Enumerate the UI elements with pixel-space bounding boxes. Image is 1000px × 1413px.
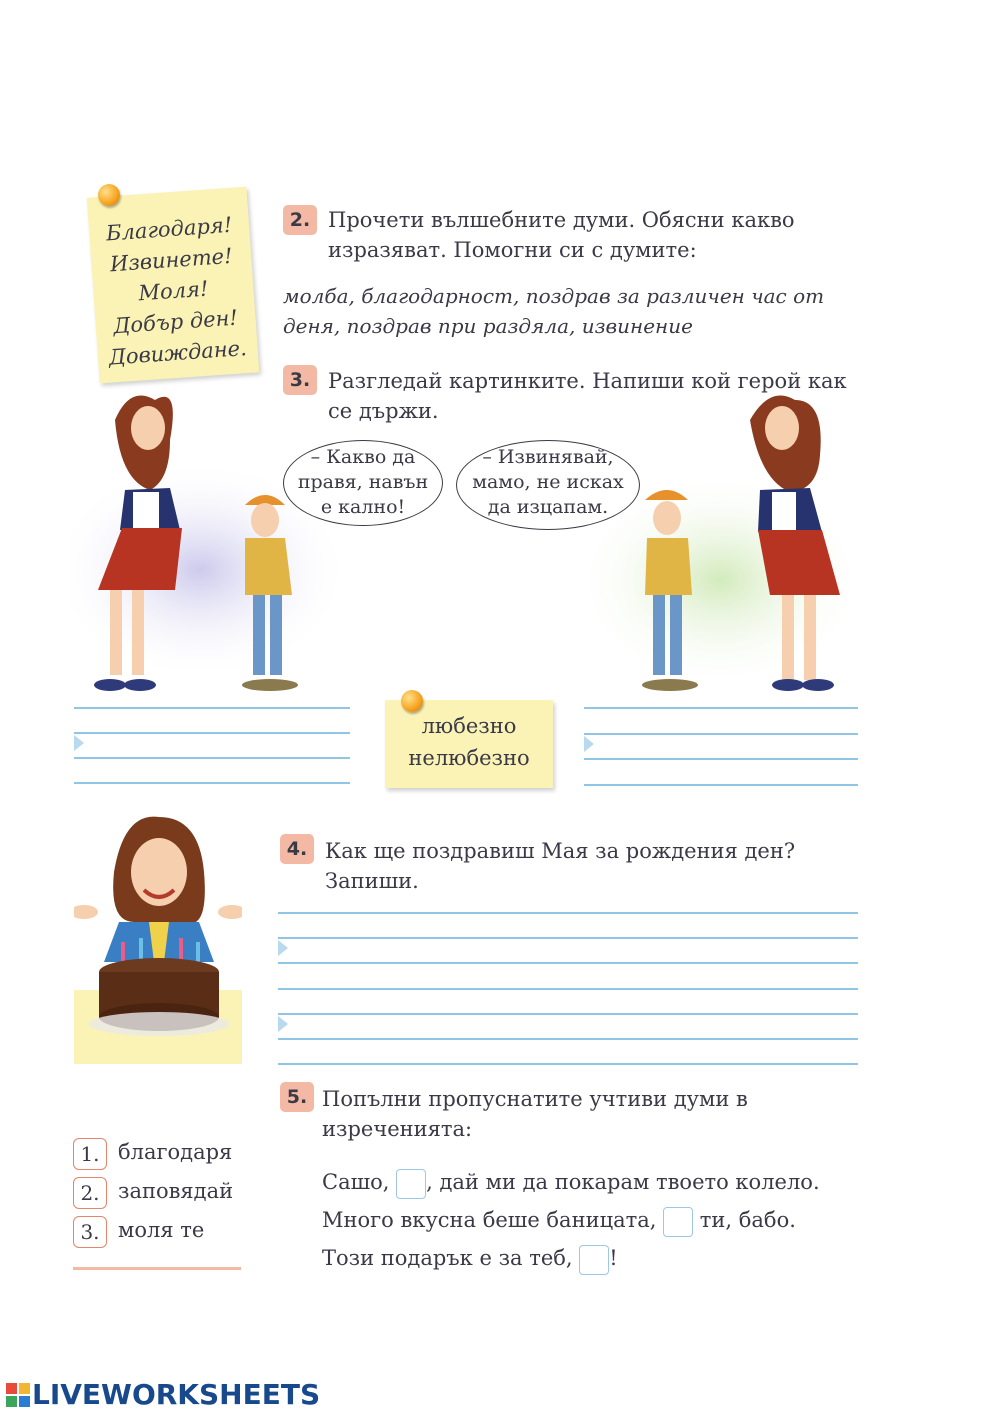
answer-line[interactable] (278, 1013, 858, 1015)
answer-line[interactable] (278, 912, 858, 914)
arrow-marker-icon (278, 940, 288, 956)
pushpin-icon (98, 184, 120, 206)
answer-gap-box[interactable] (579, 1245, 609, 1275)
task-number-badge: 3. (283, 365, 317, 395)
answer-line[interactable] (74, 782, 350, 784)
magic-words-note (87, 187, 260, 384)
answer-line[interactable] (584, 784, 858, 786)
option-number: 2. (73, 1177, 107, 1209)
birthday-girl-illustration (74, 812, 242, 1064)
pushpin-icon (401, 690, 423, 712)
magic-word: Благодаря! (105, 212, 233, 246)
answer-line[interactable] (584, 758, 858, 760)
answer-line[interactable] (74, 707, 350, 709)
answer-line[interactable] (278, 1038, 858, 1040)
task5-instruction: Попълни пропуснатите учтиви думи в изреченията: (322, 1087, 748, 1141)
magic-word: Довиждане. (108, 336, 248, 370)
liveworksheets-logo: LIVEWORKSHEETS (6, 1378, 320, 1411)
answer-line[interactable] (74, 732, 350, 734)
speech-bubble-rude: – Какво да правя, навън е кално! (283, 440, 443, 526)
behaviour-label-note (385, 700, 553, 788)
label-polite: любезно (421, 714, 517, 738)
sentence-3: Този подарък е за теб, ! (322, 1239, 820, 1277)
option-text[interactable]: заповядай (118, 1179, 234, 1203)
arrow-marker-icon (584, 736, 594, 752)
task2-hint-words: молба, благодарност, поздрав за различен час от деня, поздрав при раздяла, извинение (283, 284, 825, 338)
magic-word: Извинете! (109, 243, 234, 277)
magic-word: Моля! (137, 276, 210, 306)
option-number: 1. (73, 1138, 107, 1170)
speech-bubble-polite: – Извинявай, мамо, не исках да изцапам. (456, 440, 640, 530)
sentence-2: Много вкусна беше баницата, ти, бабо. (322, 1201, 820, 1239)
task2-instruction: Прочети вълшебните думи. Обясни какво изразяват. Помогни си с думите: (328, 208, 795, 262)
answer-line[interactable] (584, 707, 858, 709)
task3-instruction: Разгледай картинките. Напиши кой герой как се държи. (328, 369, 847, 423)
task-number-badge: 2. (283, 205, 317, 235)
arrow-marker-icon (74, 735, 84, 751)
answer-gap-box[interactable] (663, 1207, 693, 1237)
option-text[interactable]: моля те (118, 1218, 205, 1242)
sentence-1: Сашо, , дай ми да покарам твоето колело. (322, 1163, 820, 1201)
logo-blocks-icon (6, 1383, 30, 1407)
mother-son-illustration (70, 380, 870, 700)
label-impolite: нелюбезно (408, 746, 530, 770)
answer-line[interactable] (278, 1063, 858, 1065)
magic-word: Добър ден! (112, 305, 239, 339)
option-number: 3. (73, 1216, 107, 1248)
answer-line[interactable] (278, 988, 858, 990)
magic-words-list (88, 209, 258, 375)
task-number-badge: 5. (280, 1082, 314, 1112)
task5-sentences (322, 1163, 820, 1277)
option-text[interactable]: благодаря (118, 1140, 233, 1164)
task4-instruction: Как ще поздравиш Мая за рождения ден? Запиши. (325, 839, 796, 893)
answer-line[interactable] (278, 937, 858, 939)
answer-line[interactable] (584, 733, 858, 735)
task-number-badge: 4. (280, 834, 314, 864)
answer-line[interactable] (278, 962, 858, 964)
answer-gap-box[interactable] (396, 1169, 426, 1199)
options-divider (73, 1267, 241, 1270)
arrow-marker-icon (278, 1016, 288, 1032)
answer-line[interactable] (74, 757, 350, 759)
